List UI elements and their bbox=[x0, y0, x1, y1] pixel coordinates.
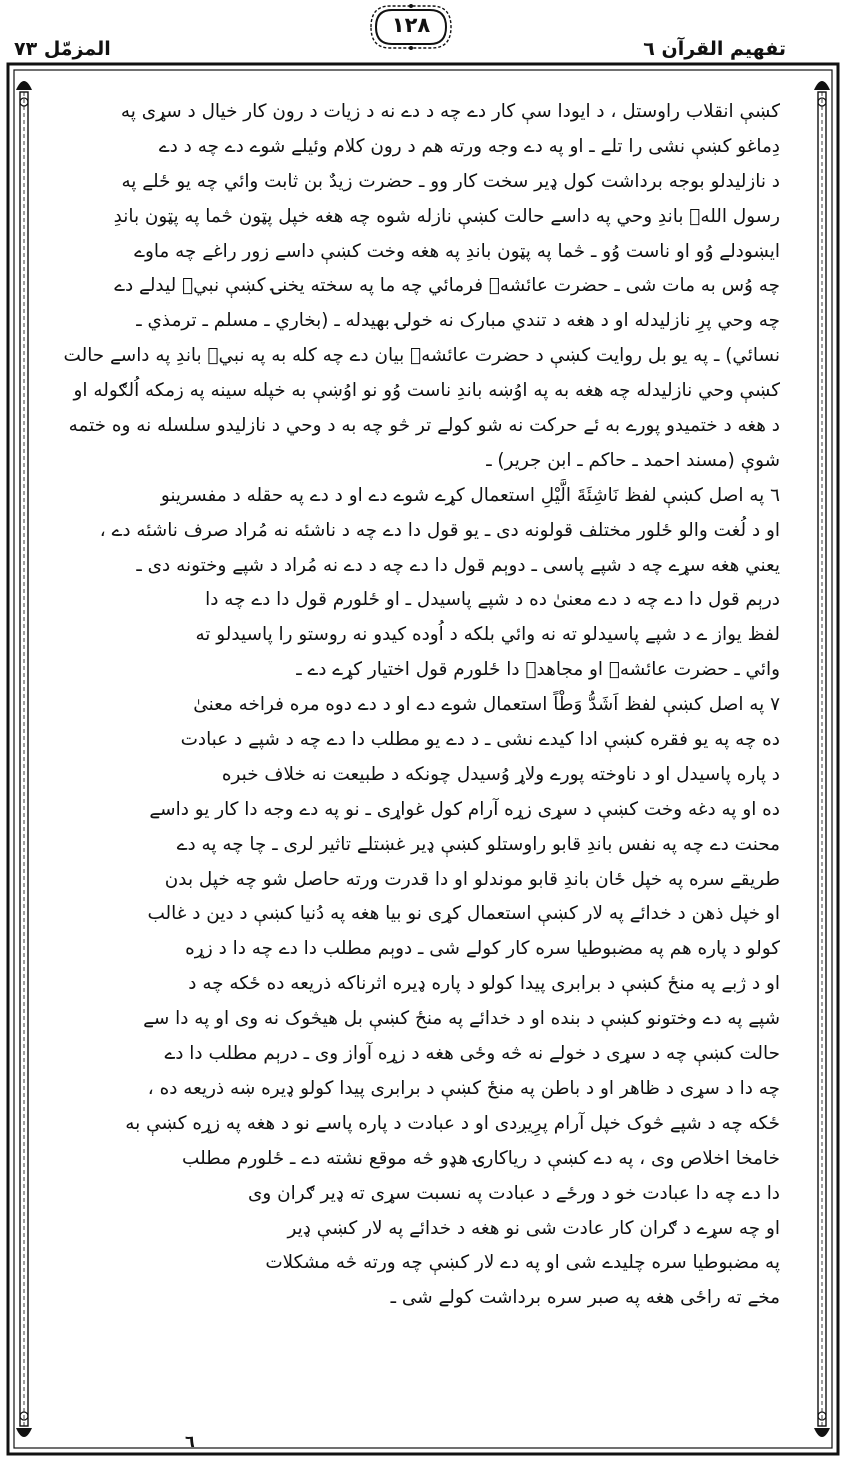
text-line: او خپل ذهن د خدائے په لار کښې استعمال کړی نو بيا هغه په دُنيا کښې د دين د غالب bbox=[147, 903, 780, 925]
text-line: او چه سړے د ګران کار عادت شی نو هغه د خدائے په لار کښې ډير bbox=[287, 1217, 780, 1239]
text-line: دا دے چه دا عبادت خو د ورځے د عبادت په نسبت سړی ته ډير ګران وی bbox=[247, 1182, 780, 1204]
text-line: محنت دے چه په نفس باندِ قابو راوستلو کښې ډير غښتلے تاثير لری ـ چا چه په دے bbox=[176, 833, 780, 855]
bottom-page-mark: ٦ bbox=[185, 1432, 195, 1451]
text-line: ده او په دغه وخت کښې د سړی زړه آرام کول غواړی ـ نو په دے وجه دا کار يو داسے bbox=[149, 798, 780, 820]
text-line: او د لُغت والو ځلور مختلف قولونه دی ـ يو قول دا دے چه د ناشئه نه مُراد صرف ناشئه دے ، bbox=[99, 519, 780, 541]
text-line: حالت کښې چه د سړی د خولے نه څه وځی هغه د زړه آواز وی ـ درېم مطلب دا دے bbox=[164, 1043, 780, 1065]
footnote-6-line: ٦ په اصل کښې لفظ نَاشِئَةَ الَّيْلِ استعمال کړے شوے دے او د دے په حقله د مفسرينو bbox=[160, 484, 780, 506]
page-header bbox=[0, 0, 848, 62]
page-number: ١٢٨ bbox=[391, 13, 431, 37]
text-line: دِماغو کښې نشی را تلے ـ او په دے وجه ورته هم د رون کلام وئيلے شوے دے چه د دے bbox=[158, 135, 780, 157]
text-line: رسول اللهؐ باندِ وحي په داسے حالت کښې نازله شوه چه هغه خپل پټون څما په پټون باندِ bbox=[113, 205, 780, 227]
text-line: چه وُس به مات شی ـ حضرت عائشهؓ فرمائي چه ما په سخته يخنۍ کښې نبيؐ ليدلے دے bbox=[114, 275, 780, 297]
text-line: ځکه چه د شپے څوک خپل آرام پرِيږدی او د عبادت د پاره پاسے نو د هغه په زړه کښې به bbox=[125, 1112, 780, 1134]
text-line: کښې وحي نازليدله چه هغه به په اوُښه باندِ ناست وُو نو اوُښې به خپله سينه په زمکه اُلګوله او bbox=[73, 380, 780, 402]
text-line: درېم قول دا دے چه د دے معنیٰ ده د شپے پاسيدل ـ او ځلورم قول دا دے چه دا bbox=[205, 589, 780, 611]
text-line: چه دا د سړی د ظاهر او د باطن په منځ کښې د برابری پيدا کولو ډيره ښه ذريعه ده ، bbox=[147, 1077, 780, 1099]
text-line: طريقے سره په خپل ځان باندِ قابو موندلو او دا قدرت ورته حاصل شو چه خپل بدن bbox=[164, 868, 780, 890]
text-line: په مضبوطيا سره چليدے شی او په دے لار کښې چه ورته څه مشکلات bbox=[265, 1252, 780, 1274]
text-line: نسائي) ـ په يو بل روايت کښې د حضرت عائشهؓ بيان دے چه کله به په نبيؐ باندِ په داسے حالت bbox=[63, 345, 780, 367]
text-line: چه وحي پرِ نازليدله او د هغه د تندي مبارک نه خولۍ بهيدله ـ (بخاري ـ مسلم ـ ترمذي ـ bbox=[136, 310, 780, 332]
text-line: ايښودلے وُو او ناست وُو ـ څما په پټون باندِ په هغه وخت کښې داسے زور راغے چه ماوے bbox=[134, 240, 780, 262]
text-line: ده چه په يو فقره کښې ادا کيدے نشی ـ د دے يو مطلب دا دے چه د شپے د عبادت bbox=[180, 729, 780, 751]
text-line: کښې انقلاب راوستل ، د ايودا سې کار دے چه د دے نه د زيات د رون کار خيال د سړی په bbox=[120, 101, 780, 122]
text-line: وائي ـ حضرت عائشهؓ او مجاهدؒ دا ځلورم قول اختيار کړے دے ـ bbox=[296, 659, 780, 681]
text-line: لفظ يواز ے د شپے پاسيدلو ته نه وائي بلکه د اُوده کيدو نه روستو را پاسيدلو ته bbox=[195, 624, 780, 646]
book-title: تفهيم القرآن ٦ bbox=[643, 38, 786, 60]
text-line: د هغه د ختميدو پورے به ئے حرکت نه شو کولے تر څو چه به د وحي د نازليدو سلسله نه وه ختمه bbox=[68, 415, 780, 437]
text-line: کولو د پاره هم په مضبوطيا سره کار کولے شی ـ دوېم مطلب دا دے چه دا د زړه bbox=[185, 938, 780, 960]
text-line: د نازليدلو بوجه برداشت کول ډير سخت کار وو ـ حضرت زيدٌ بن ثابت وائي چه يو ځلے په bbox=[121, 170, 780, 192]
text-line: مخے ته راځی هغه په صبر سره برداشت کولے شی ـ bbox=[390, 1287, 780, 1309]
text-line: او د ژبے په منځ کښې د برابری پيدا کولو د پاره ډيره اثرناکه ذريعه ده ځکه چه د bbox=[188, 973, 780, 995]
surah-name: المزمّل ٧٣ bbox=[14, 38, 111, 60]
text-line: يعني هغه سړے چه د شپے پاسی ـ دوېم قول دا دے چه د دے نه مُراد د شپے وختونه دی ـ bbox=[136, 554, 780, 576]
footnote-7-line: ٧ په اصل کښې لفظ اَشَدُّ وَطْاً استعمال شوے دے او د دے دوه مره فراخه معنیٰ bbox=[193, 694, 780, 716]
text-line: شوې (مسند احمد ـ حاکم ـ ابن جرير) ـ bbox=[486, 449, 780, 471]
text-line: د پاره پاسيدل او د ناوخته پورے ولاړ وُسيدل چونکه د طبيعت نه خلاف خبره bbox=[221, 763, 780, 785]
page-body-text bbox=[60, 95, 780, 1435]
page-number-badge bbox=[368, 4, 454, 50]
text-line: شپے په دے وختونو کښې د بنده او د خدائے په منځ کښې بل هيڅوک نه وی او په دا سے bbox=[143, 1008, 780, 1030]
text-line: خامخا اخلاص وی ، په دے کښې د رياکارۍ هډو څه موقع نشته دے ـ ځلورم مطلب bbox=[182, 1147, 780, 1169]
